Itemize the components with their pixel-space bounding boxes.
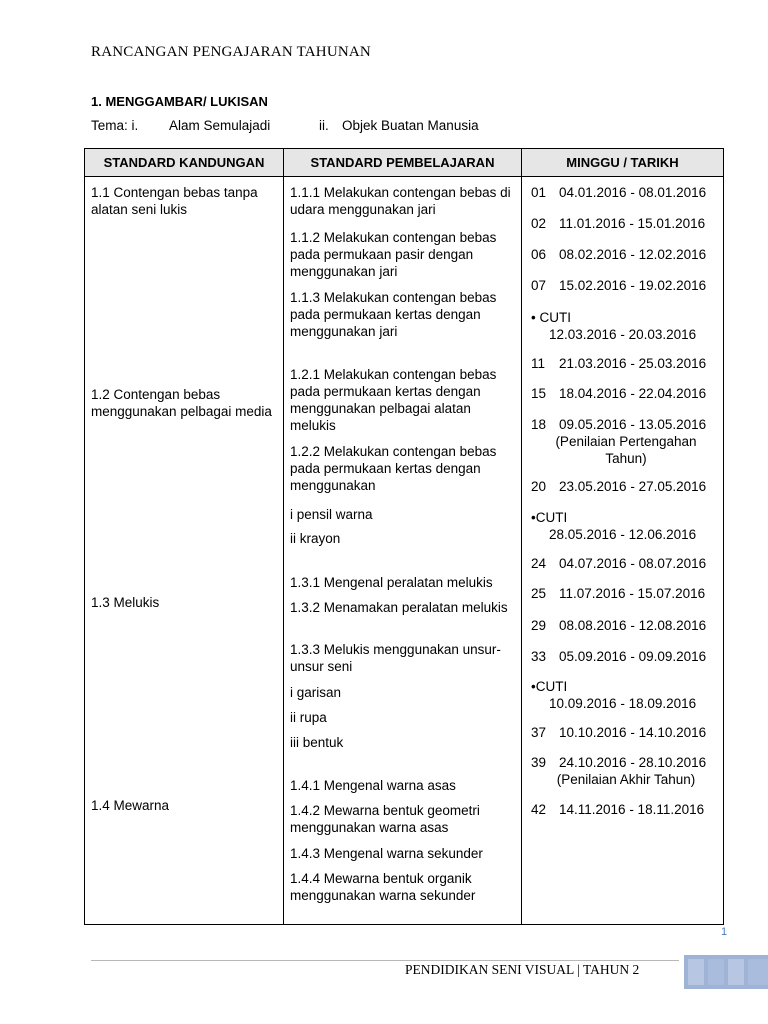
kandungan-cell [85, 177, 284, 925]
pembelajaran-item: ii krayon [290, 531, 341, 546]
footer-corner-decoration [684, 955, 768, 989]
tarikh-entry: 25 11.07.2016 - 15.07.2016 [531, 586, 706, 601]
pembelajaran-item: 1.3.2 Menamakan peralatan melukis [290, 600, 508, 615]
pembelajaran-item: ii rupa [290, 710, 327, 725]
tarikh-cuti-entry: • CUTI 12.03.2016 - 20.03.2016 [531, 310, 697, 342]
tarikh-entry: 39 24.10.2016 - 28.10.2016 (Penilaian Akhir Tahun) [531, 755, 707, 787]
table-header-row [85, 149, 724, 177]
pembelajaran-item: 1.2.2 Melakukan contengan bebas pada permukaan kertas dengan menggunakan [290, 444, 497, 493]
tarikh-entry: 02 11.01.2016 - 15.01.2016 [531, 216, 706, 231]
tarikh-entry: 01 04.01.2016 - 08.01.2016 [531, 185, 707, 200]
kandungan-item: 1.3 Melukis [91, 595, 160, 610]
tarikh-entry: 11 21.03.2016 - 25.03.2016 [531, 356, 707, 371]
footer-divider [91, 960, 679, 961]
pembelajaran-item: i garisan [290, 685, 342, 700]
pembelajaran-item: i pensil warna [290, 507, 373, 522]
pembelajaran-cell [284, 177, 522, 925]
table-body-row [85, 177, 724, 925]
pembelajaran-item: 1.4.2 Mewarna bentuk geometri menggunakan warna asas [290, 803, 480, 835]
footer-text: PENDIDIKAN SENI VISUAL | TAHUN 2 [405, 962, 640, 977]
tarikh-cuti-entry: •CUTI 28.05.2016 - 12.06.2016 [531, 510, 697, 542]
pembelajaran-item: 1.3.1 Mengenal peralatan melukis [290, 575, 493, 590]
header-standard-kandungan: STANDARD KANDUNGAN [85, 149, 284, 177]
pembelajaran-item: 1.4.4 Mewarna bentuk organik menggunakan warna sekunder [290, 871, 476, 903]
tarikh-entry: 18 09.05.2016 - 13.05.2016 (Penilaian Pertengahan Tahun) [531, 417, 707, 466]
tarikh-cuti-entry: •CUTI 10.09.2016 - 18.09.2016 [531, 679, 697, 711]
tarikh-entry: 06 08.02.2016 - 12.02.2016 [531, 247, 707, 262]
tarikh-entry: 42 14.11.2016 - 18.11.2016 [531, 802, 705, 817]
pembelajaran-item: 1.2.1 Melakukan contengan bebas pada permukaan kertas dengan menggunakan pelbagai alatan melukis [290, 367, 497, 433]
plan-table [84, 148, 724, 925]
header-standard-pembelajaran: STANDARD PEMBELAJARAN [284, 149, 522, 177]
pembelajaran-item: 1.4.1 Mengenal warna asas [290, 778, 456, 793]
document-title: RANCANGAN PENGAJARAN TAHUNAN [91, 44, 371, 60]
tema-2: Objek Buatan Manusia [342, 118, 479, 133]
pembelajaran-item: 1.1.3 Melakukan contengan bebas pada permukaan kertas dengan menggunakan jari [290, 290, 497, 339]
tema-label: Tema: i. [91, 118, 139, 133]
tarikh-entry: 29 08.08.2016 - 12.08.2016 [531, 618, 707, 633]
tarikh-entry: 33 05.09.2016 - 09.09.2016 [531, 649, 707, 664]
kandungan-item: 1.4 Mewarna [91, 798, 170, 813]
pembelajaran-item: 1.4.3 Mengenal warna sekunder [290, 846, 483, 861]
kandungan-item: 1.2 Contengan bebas menggunakan pelbagai media [91, 387, 272, 419]
pembelajaran-item: iii bentuk [290, 735, 344, 750]
page-number: 1 [721, 926, 728, 938]
pembelajaran-item: 1.1.1 Melakukan contengan bebas di udara menggunakan jari [290, 185, 511, 217]
tema-1: Alam Semulajadi [169, 118, 271, 133]
header-minggu-tarikh: MINGGU / TARIKH [522, 149, 724, 177]
kandungan-item: 1.1 Contengan bebas tanpa alatan seni lukis [91, 185, 258, 217]
tarikh-entry: 20 23.05.2016 - 27.05.2016 [531, 479, 707, 494]
tarikh-entry: 07 15.02.2016 - 19.02.2016 [531, 278, 707, 293]
pembelajaran-item: 1.1.2 Melakukan contengan bebas pada permukaan pasir dengan menggunakan jari [290, 230, 497, 279]
tarikh-entry: 24 04.07.2016 - 08.07.2016 [531, 556, 707, 571]
tarikh-entry: 37 10.10.2016 - 14.10.2016 [531, 725, 707, 740]
section-title: 1. MENGGAMBAR/ LUKISAN [91, 94, 268, 109]
tarikh-entry: 15 18.04.2016 - 22.04.2016 [531, 386, 707, 401]
pembelajaran-item: 1.3.3 Melukis menggunakan unsur-unsur seni [290, 642, 501, 674]
tarikh-cell [522, 177, 724, 925]
tema-2-number: ii. [319, 118, 329, 133]
